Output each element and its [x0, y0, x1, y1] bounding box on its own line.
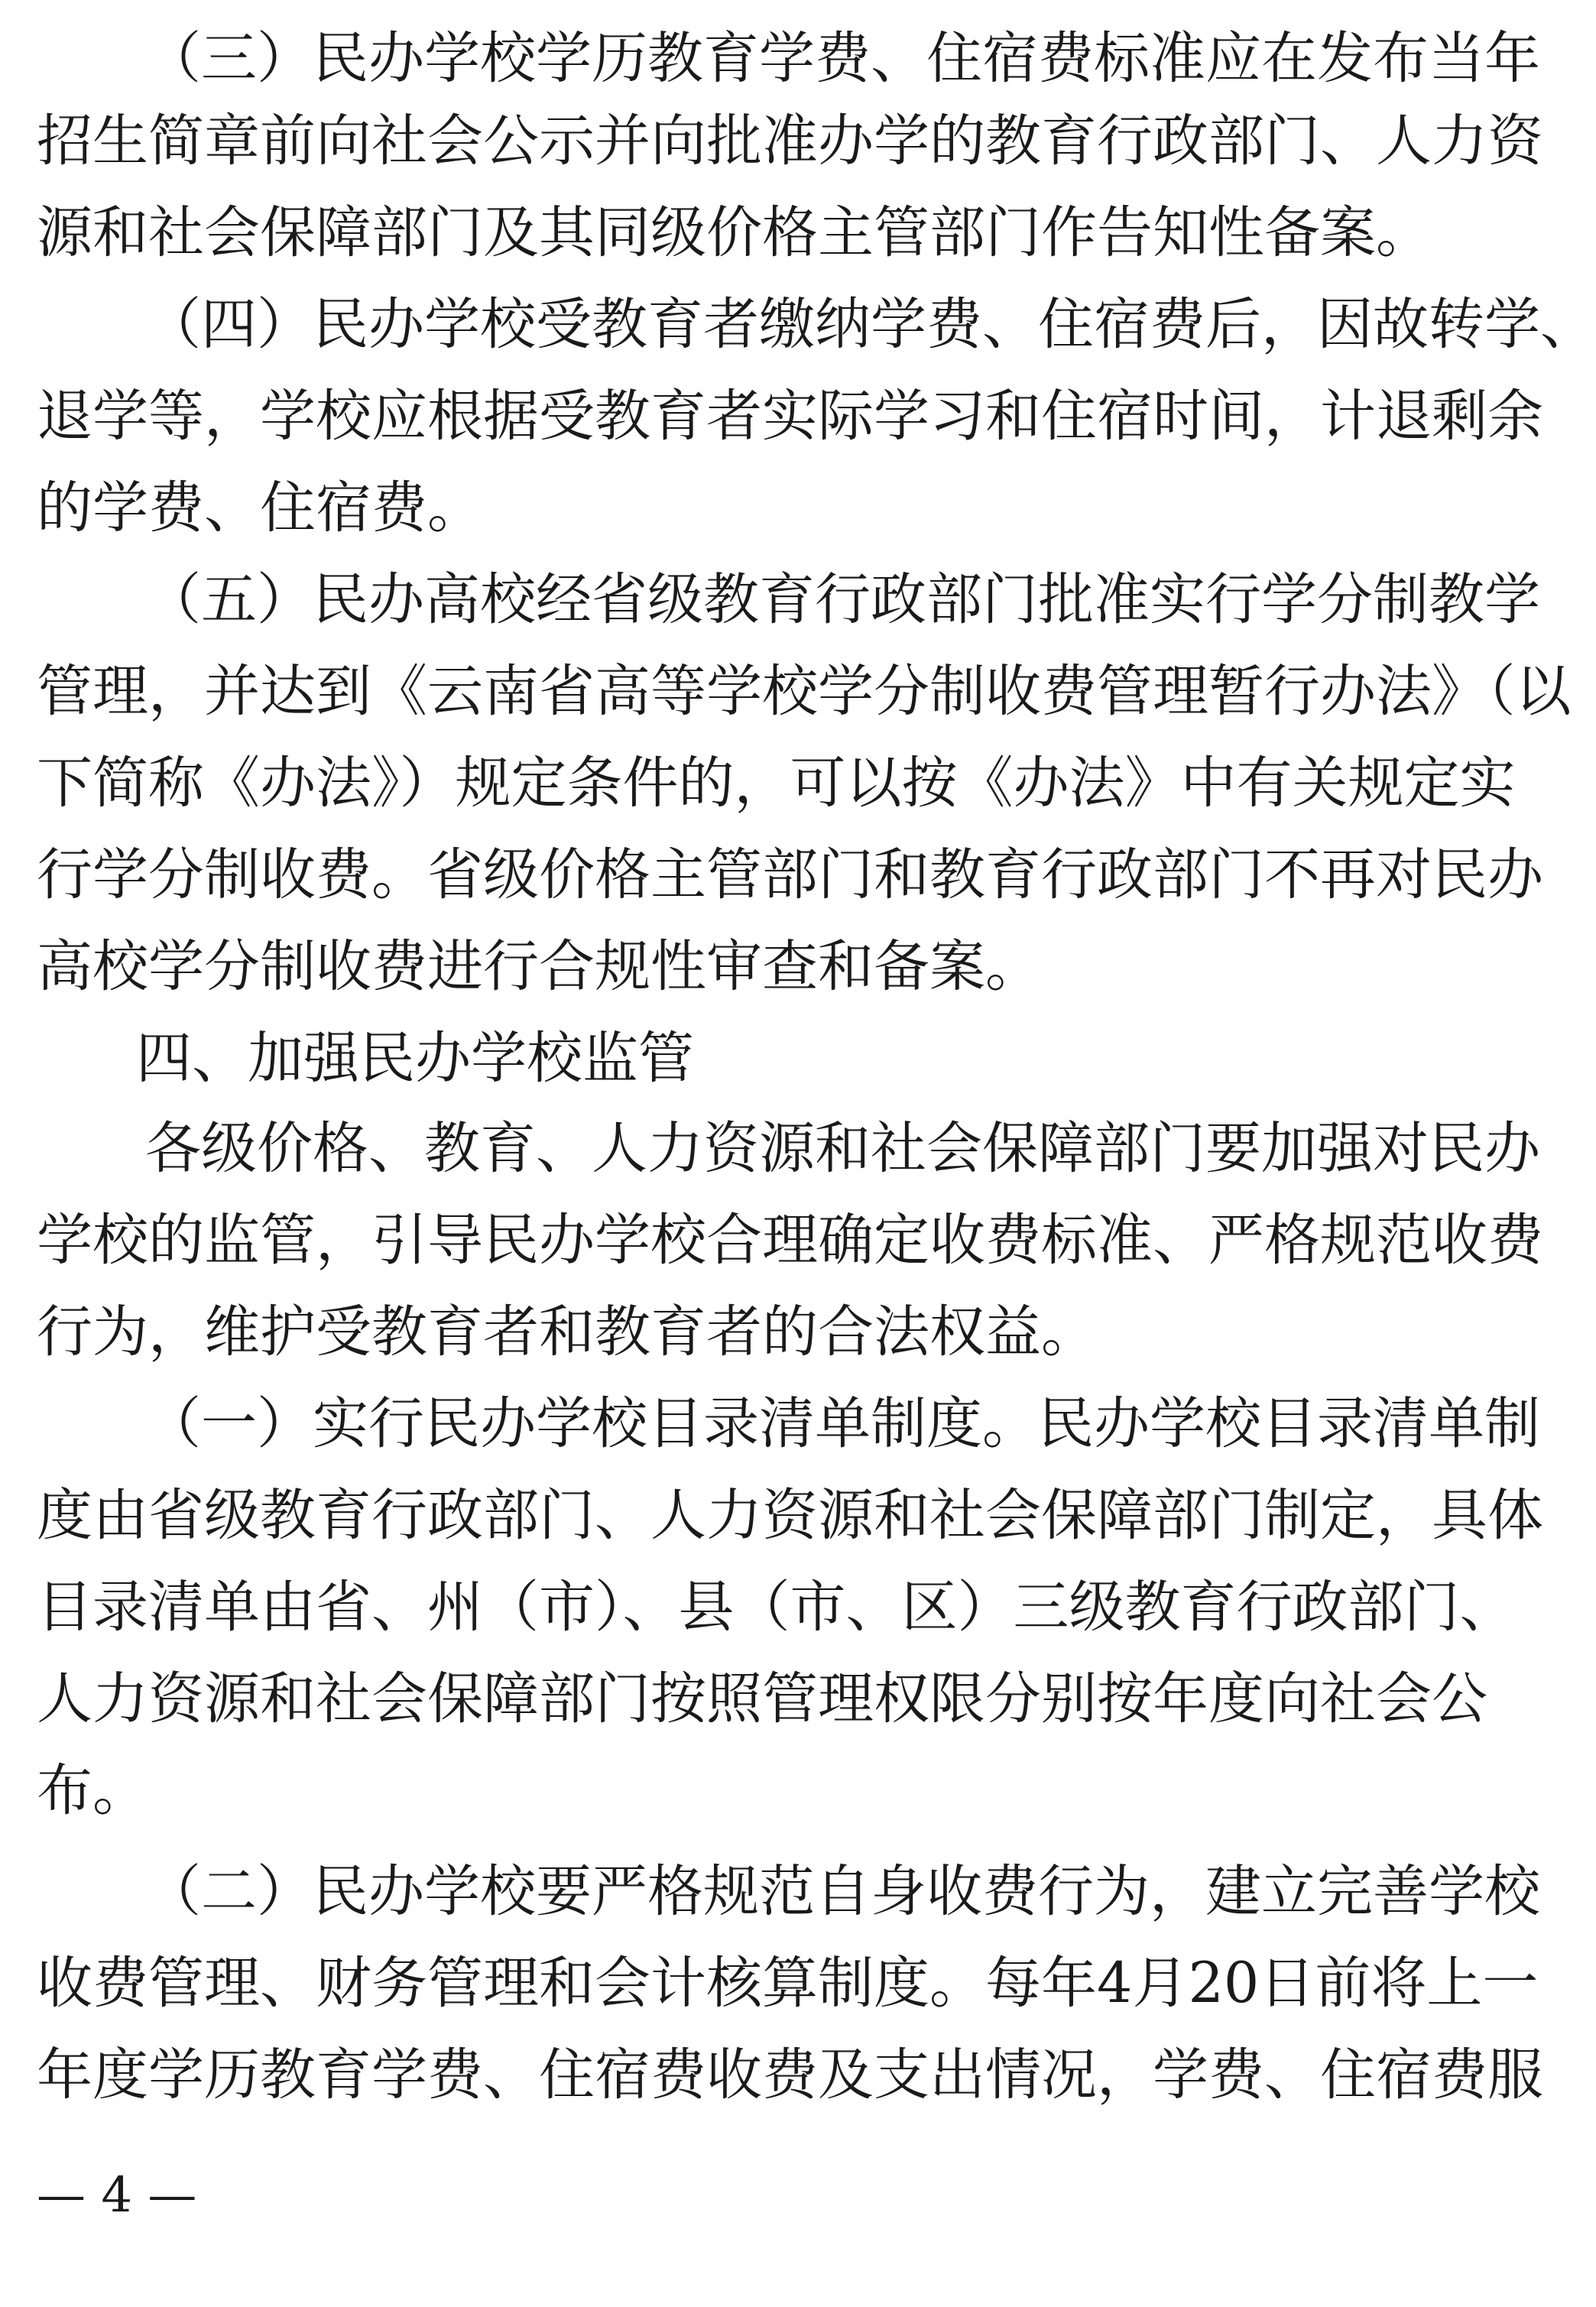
text-line: （五）民办高校经省级教育行政部门批准实行学分制教学 — [145, 567, 1540, 632]
text-line: 的学费、住宿费。 — [37, 475, 483, 540]
text-line: 人力资源和社会保障部门按照管理权限分别按年度向社会公 — [37, 1666, 1487, 1731]
text-line: 源和社会保障部门及其同级价格主管部门作告知性备案。 — [37, 200, 1432, 265]
text-line: 布。 — [37, 1758, 148, 1823]
text-line: （一）实行民办学校目录清单制度。民办学校目录清单制 — [145, 1391, 1540, 1456]
text-line: 学校的监管，引导民办学校合理确定收费标准、严格规范收费 — [37, 1208, 1543, 1273]
text-line: 各级价格、教育、人力资源和社会保障部门要加强对民办 — [145, 1116, 1540, 1181]
text-line: 年度学历教育学费、住宿费收费及支出情况，学费、住宿费服 — [37, 2043, 1543, 2107]
section-heading: 四、加强民办学校监管 — [136, 1026, 694, 1091]
text-line: 高校学分制收费进行合规性审查和备案。 — [37, 934, 1041, 999]
text-line: 下简称《办法》）规定条件的，可以按《办法》中有关规定实 — [37, 751, 1516, 816]
text-line: 管理，并达到《云南省高等学校学分制收费管理暂行办法》（以 — [37, 659, 1572, 724]
text-line: 收费管理、财务管理和会计核算制度。每年4月20日前将上一 — [37, 1951, 1539, 2016]
text-line: （三）民办学校学历教育学费、住宿费标准应在发布当年 — [145, 26, 1540, 91]
text-line: （四）民办学校受教育者缴纳学费、住宿费后，因故转学、 — [145, 292, 1596, 357]
page-number: — 4 — — [37, 2167, 197, 2224]
text-line: 招生简章前向社会公示并向批准办学的教育行政部门、人力资 — [37, 109, 1543, 174]
text-line: 度由省级教育行政部门、人力资源和社会保障部门制定，具体 — [37, 1483, 1543, 1548]
text-line: 行为，维护受教育者和教育者的合法权益。 — [37, 1300, 1097, 1364]
text-line: （二）民办学校要严格规范自身收费行为，建立完善学校 — [145, 1859, 1540, 1924]
text-line: 行学分制收费。省级价格主管部门和教育行政部门不再对民办 — [37, 842, 1543, 907]
text-line: 退学等，学校应根据受教育者实际学习和住宿时间，计退剩余 — [37, 384, 1543, 449]
text-line: 目录清单由省、州（市）、县（市、区）三级教育行政部门、 — [37, 1575, 1516, 1640]
